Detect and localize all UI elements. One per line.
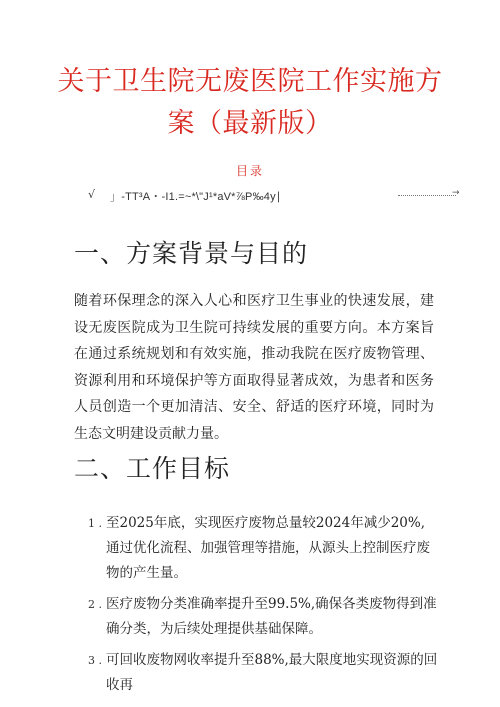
document-title-line2: 案（最新版） bbox=[167, 108, 333, 139]
toc-label: 目录 bbox=[235, 164, 264, 178]
goals-list bbox=[88, 511, 438, 704]
list-item-number: 3 . bbox=[88, 654, 102, 667]
list-item-text: 可回收废物网收率提升至88%,最大限度地实现资源的回收再 bbox=[106, 652, 438, 693]
toc-entry[interactable] bbox=[88, 187, 460, 205]
section-heading-background: 一、方案背景与目的 bbox=[74, 239, 309, 268]
document-title-line1: 关于卫生院无废医院工作实施方 bbox=[57, 66, 443, 97]
section-heading-goals: 二、工作目标 bbox=[74, 454, 231, 483]
section-paragraph-background: 随着环保理念的深入人心和医疗卫生事业的快速发展，建设无废医院成为卫生院可持续发展的重要方向。本方案旨在通过系统规划和有效实施，推动我院在医疗废物管理、资源利用和环境保护等方面取得显著成效，为患者和医务人员创造一个更加清洁、安全、舒适的医疗环境，同时为生态文明建设贡献力量。 bbox=[74, 293, 434, 442]
list-item bbox=[88, 592, 438, 642]
list-item bbox=[88, 648, 438, 698]
toc-entry-text: 」-TT³A・-I1.=~*\"J¹*aV*⅞P‰4y∣ bbox=[110, 191, 282, 203]
list-item-number: 2 . bbox=[88, 598, 102, 611]
list-item-number: 1 . bbox=[88, 517, 102, 530]
list-item bbox=[88, 511, 438, 586]
list-item-text: 医疗废物分类准确率提升至99.5%,确保各类废物得到准确分类，为后续处理提供基础保障。 bbox=[106, 596, 437, 637]
arrow-right-icon: → bbox=[452, 188, 460, 198]
checkmark-icon: √ bbox=[88, 188, 96, 201]
toc-leader-dots bbox=[398, 195, 456, 196]
list-item-text: 至2025年底，实现医疗废物总量较2024年减少20%,通过优化流程、加强管理等措施，从源头上控制医疗废物的产生量。 bbox=[106, 515, 430, 581]
